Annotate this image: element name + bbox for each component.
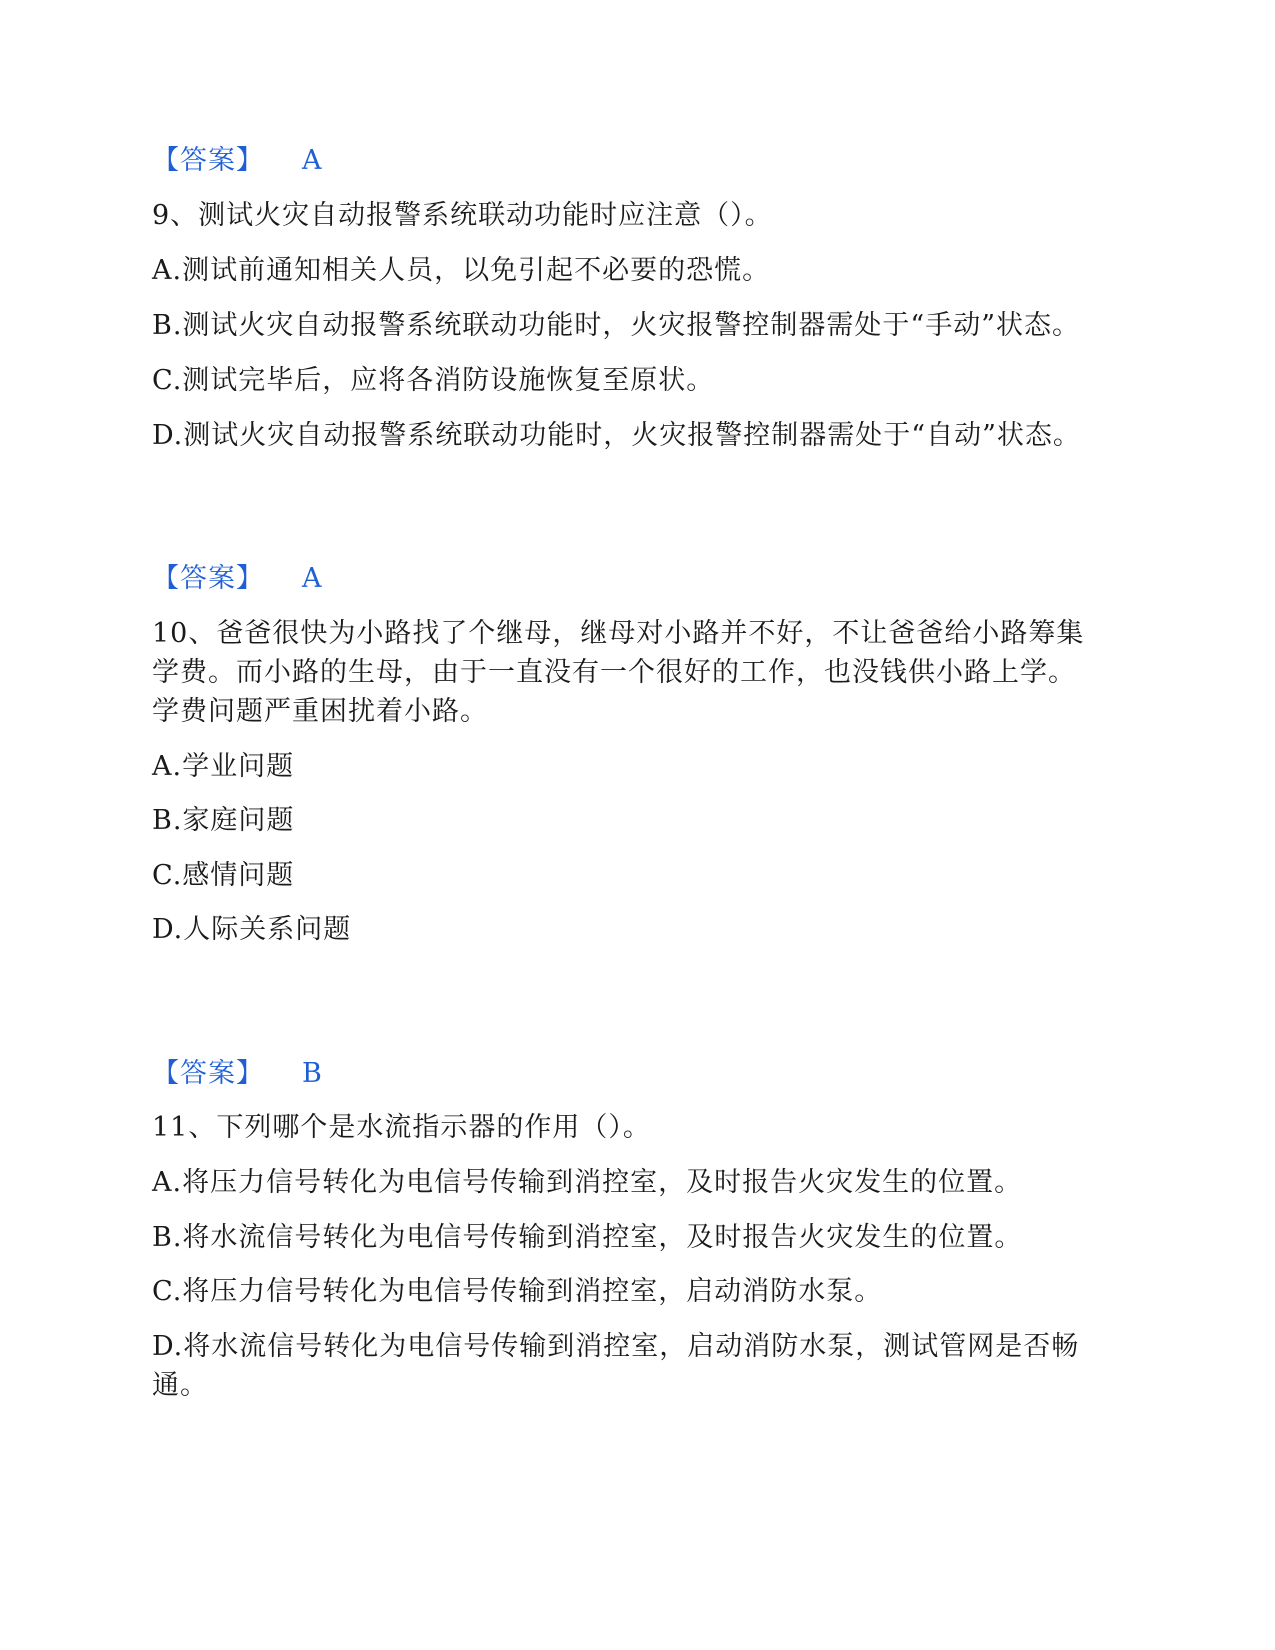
option-d: D.测试火灾自动报警系统联动功能时，火灾报警控制器需处于“自动”状态。 xyxy=(152,420,1081,451)
option-c: C.将压力信号转化为电信号传输到消控室，启动消防水泵。 xyxy=(152,1276,883,1307)
question-text: 11、下列哪个是水流指示器的作用（）。 xyxy=(152,1112,651,1143)
option-d: D.人际关系问题 xyxy=(152,914,352,945)
answer-label: 【答案】 xyxy=(152,145,264,176)
option-c: C.感情问题 xyxy=(152,860,295,891)
answer-line xyxy=(152,561,323,597)
question-text: 学费。而小路的生母，由于一直没有一个很好的工作，也没钱供小路上学。 xyxy=(152,657,1076,688)
answer-line xyxy=(152,1056,323,1092)
option-d: D.将水流信号转化为电信号传输到消控室，启动消防水泵，测试管网是否畅 xyxy=(152,1331,1080,1362)
option-c: C.测试完毕后，应将各消防设施恢复至原状。 xyxy=(152,365,715,396)
option-b: B.将水流信号转化为电信号传输到消控室，及时报告火灾发生的位置。 xyxy=(152,1222,1023,1253)
answer-label: 【答案】 xyxy=(152,1058,264,1089)
question-text: 10、爸爸很快为小路找了个继母，继母对小路并不好，不让爸爸给小路筹集 xyxy=(152,618,1085,649)
option-b: B.家庭问题 xyxy=(152,805,295,836)
answer-value: A xyxy=(302,145,323,176)
option-b: B.测试火灾自动报警系统联动功能时，火灾报警控制器需处于“手动”状态。 xyxy=(152,310,1081,341)
option-a: A.学业问题 xyxy=(152,751,295,782)
question-text: 学费问题严重困扰着小路。 xyxy=(152,696,488,727)
answer-label: 【答案】 xyxy=(152,563,264,594)
answer-line xyxy=(152,143,323,179)
question-text: 9、测试火灾自动报警系统联动功能时应注意（）。 xyxy=(152,200,773,231)
answer-value: A xyxy=(302,563,323,594)
answer-value: B xyxy=(302,1058,323,1089)
option-a: A.将压力信号转化为电信号传输到消控室，及时报告火灾发生的位置。 xyxy=(152,1167,1023,1198)
option-a: A.测试前通知相关人员，以免引起不必要的恐慌。 xyxy=(152,255,771,286)
option-d-continued: 通。 xyxy=(152,1370,208,1401)
